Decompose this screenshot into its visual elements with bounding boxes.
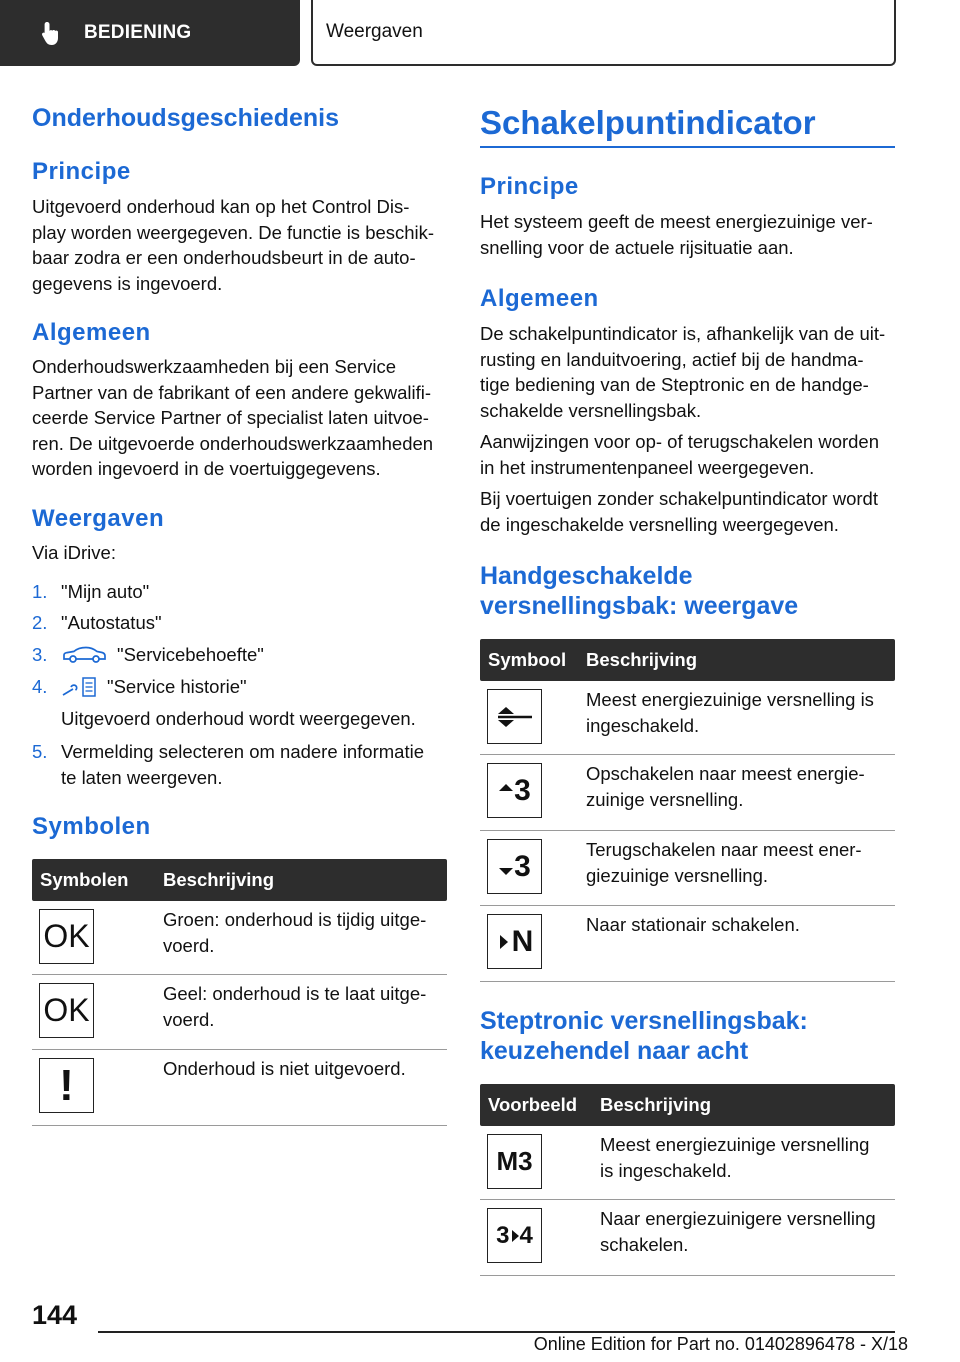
table-cell-desc [586, 681, 874, 754]
desc-line: voerd. [163, 934, 215, 956]
symbol-glyph: OK [43, 918, 90, 954]
heading-line: Handgeschakelde [480, 562, 693, 590]
list-number: 1. [32, 581, 48, 602]
gear-number: 3 [514, 773, 531, 807]
desc-line: zuinige versnelling. [586, 788, 744, 810]
table-cell-symbol [480, 831, 586, 905]
desc-line: Geel: onderhoud is te laat uitge- [163, 983, 427, 1004]
section-tab[interactable] [0, 0, 300, 66]
table-row [480, 831, 895, 906]
text-line: Aanwijzingen voor op- of terugschakelen worden [480, 431, 880, 452]
heading-symbolen: Symbolen [32, 813, 151, 840]
list-text-label: "Servicebehoefte" [117, 644, 264, 665]
text-line: worden ingevoerd in de voertuiggegevens. [32, 458, 381, 479]
table-row [32, 975, 447, 1050]
shift-neutral-icon [487, 914, 542, 969]
table-header-cell: Beschrijving [600, 1094, 712, 1115]
list-text-line: Vermelding selecteren om nadere informatie [61, 741, 424, 762]
table-cell-symbol [480, 906, 586, 981]
text-line: Partner van de fabrikant of een andere gekwalifi- [32, 381, 432, 403]
text-line: snelling voor de actuele rijsituatie aan. [480, 236, 794, 258]
text-line: gegevens is ingevoerd. [32, 272, 223, 294]
footer-divider [98, 1331, 895, 1333]
table-cell-symbol [32, 901, 163, 974]
table-row [480, 1200, 895, 1276]
desc-line: is ingeschakeld. [600, 1159, 732, 1181]
gear-letter: N [511, 924, 534, 958]
principle-text-right [480, 209, 900, 260]
page-number: 144 [32, 1300, 78, 1330]
text-line: Uitgevoerd onderhoud kan op het Control Dis- [32, 196, 410, 217]
m3-icon [487, 1134, 542, 1189]
table-cell-desc [600, 1126, 869, 1199]
desc-line: schakelen. [600, 1233, 689, 1255]
list-text-line: te laten weergeven. [61, 766, 223, 788]
exclamation-icon [39, 1058, 94, 1113]
general-text-right-2 [480, 429, 900, 480]
table-cell-desc [586, 755, 865, 830]
list-text [61, 674, 247, 700]
table-cell-symbol [480, 681, 586, 754]
desc-line: voerd. [163, 1008, 215, 1030]
gear-number: 3 [514, 849, 531, 883]
list-item [32, 739, 424, 790]
table-cell-symbol [480, 755, 586, 830]
desc-line: Naar stationair schakelen. [586, 914, 800, 935]
table-header-cell: Voorbeeld [488, 1094, 578, 1115]
arrow-right-icon [496, 927, 512, 957]
table-cell-symbol [480, 1200, 600, 1275]
symbols-table [32, 859, 447, 1126]
list-text [61, 739, 424, 790]
table-header [32, 859, 447, 901]
arrow-down-icon [498, 852, 514, 882]
text-line: baar zodra er een onderhoudsbeurt in de auto- [32, 247, 416, 268]
table-cell-desc [600, 1200, 876, 1275]
text-line: ceerde Service Partner of specialist laten uitvoe- [32, 407, 429, 428]
table-header-cell: Beschrijving [586, 649, 698, 670]
shift-up-icon [487, 763, 542, 818]
table-cell-symbol [32, 975, 163, 1049]
list-text [61, 642, 264, 668]
desc-line: ingeschakeld. [586, 714, 700, 736]
list-number: 2. [32, 612, 48, 633]
table-header-cell: Beschrijving [163, 869, 275, 890]
desc-line: Naar energiezuinigere versnelling [600, 1208, 876, 1229]
gear-number: 4 [519, 1221, 533, 1249]
symbol-glyph: ! [59, 1060, 74, 1110]
heading-line: versnellingsbak: weergave [480, 592, 799, 620]
general-text-right-3 [480, 486, 900, 537]
page-title-right: Schakelpuntindicator [480, 104, 816, 141]
desc-line: Opschakelen naar meest energie- [586, 763, 865, 784]
text-line: play worden weergegeven. De functie is beschik- [32, 221, 435, 243]
list-text: "Autostatus" [61, 612, 162, 633]
general-text-right [480, 321, 900, 423]
table-row [480, 755, 895, 831]
list-text-label: "Service historie" [107, 676, 247, 697]
car-icon [61, 644, 107, 666]
heading-algemeen-left: Algemeen [32, 319, 151, 346]
text-line: ren. De uitgevoerde onderhoudswerkzaamheden [32, 432, 434, 454]
manual-gearbox-table [480, 639, 895, 982]
desc-line: Groen: onderhoud is tijdig uitge- [163, 909, 427, 930]
gear-engaged-icon [487, 689, 542, 744]
text-line: Onderhoudswerkzaamheden bij een Service [32, 356, 397, 377]
footer-edition: Online Edition for Part no. 01402896478 - X/18 [533, 1334, 908, 1354]
display-intro: Via iDrive: [32, 542, 116, 563]
heading-weergaven: Weergaven [32, 505, 165, 532]
list-number: 5. [32, 741, 48, 762]
text-line: Het systeem geeft de meest energiezuinige ver- [480, 211, 873, 232]
table-row [480, 681, 895, 755]
heading-manual-gearbox [480, 561, 798, 621]
text-line: in het instrumentenpaneel weergegeven. [480, 456, 815, 478]
list-item [32, 674, 247, 700]
section-title: BEDIENING [84, 22, 192, 43]
heading-line: Steptronic versnellingsbak: [480, 1007, 808, 1035]
heading-steptronic [480, 1006, 808, 1066]
text-line: Bij voertuigen zonder schakelpuntindicator wordt [480, 488, 878, 509]
steptronic-table [480, 1084, 895, 1276]
list-text: "Mijn auto" [61, 581, 150, 602]
arrow-up-icon [498, 776, 514, 806]
table-header-cell: Symbolen [40, 869, 129, 890]
breadcrumb[interactable] [311, 0, 896, 66]
table-cell-symbol [32, 1050, 163, 1125]
table-row [32, 1050, 447, 1126]
page-title-left: Onderhoudsgeschiedenis [32, 104, 340, 132]
table-cell-desc [163, 901, 426, 974]
gear-number: 3 [496, 1221, 510, 1249]
gear-engaged-glyph [495, 700, 535, 734]
table-row [32, 901, 447, 975]
text-line: rusting en landuitvoering, actief bij de handma- [480, 348, 864, 370]
arrow-right-icon [510, 1224, 520, 1248]
desc-line: Terugschakelen naar meest ener- [586, 839, 862, 860]
table-header-cell: Symbool [488, 649, 567, 670]
shift-3-to-4-icon [487, 1208, 542, 1263]
desc-line: giezuinige versnelling. [586, 864, 769, 886]
text-line: De schakelpuntindicator is, afhankelijk van de uit- [480, 323, 886, 344]
heading-algemeen-right: Algemeen [480, 285, 599, 312]
gear-label: M3 [496, 1146, 533, 1176]
service-history-icon [61, 675, 97, 699]
table-cell-symbol [480, 1126, 600, 1199]
shift-down-icon [487, 839, 542, 894]
desc-line: Meest energiezuinige versnelling is [586, 689, 874, 710]
principle-text-left [32, 194, 452, 296]
list-item-note: Uitgevoerd onderhoud wordt weergegeven. [61, 708, 416, 729]
table-cell-desc [163, 975, 426, 1049]
table-cell-desc [163, 1050, 406, 1125]
table-cell-desc [586, 906, 800, 981]
table-cell-desc [586, 831, 862, 905]
list-item [32, 610, 162, 636]
text-line: de ingeschakelde versnelling weergegeven. [480, 513, 839, 535]
heading-principe-right: Principe [480, 173, 579, 200]
general-text-left [32, 354, 452, 482]
table-row [480, 1126, 895, 1200]
list-item [32, 642, 264, 668]
text-line: tige bediening van de Steptronic en de handge- [480, 374, 869, 395]
hand-pointer-icon [38, 19, 66, 47]
heading-principe-left: Principe [32, 158, 131, 185]
list-item [32, 579, 149, 605]
ok-yellow-icon [39, 983, 94, 1038]
title-divider [480, 146, 895, 148]
symbol-glyph: OK [43, 992, 90, 1028]
list-number: 3. [32, 644, 48, 665]
table-row [480, 906, 895, 982]
heading-line: keuzehendel naar acht [480, 1037, 749, 1065]
breadcrumb-label: Weergaven [326, 21, 423, 42]
desc-line: Onderhoud is niet uitgevoerd. [163, 1058, 406, 1079]
desc-line: Meest energiezuinige versnelling [600, 1134, 870, 1155]
list-number: 4. [32, 676, 48, 697]
table-header [480, 639, 895, 681]
ok-green-icon [39, 909, 94, 964]
table-header [480, 1084, 895, 1126]
text-line: schakelde versnellingsbak. [480, 399, 702, 421]
